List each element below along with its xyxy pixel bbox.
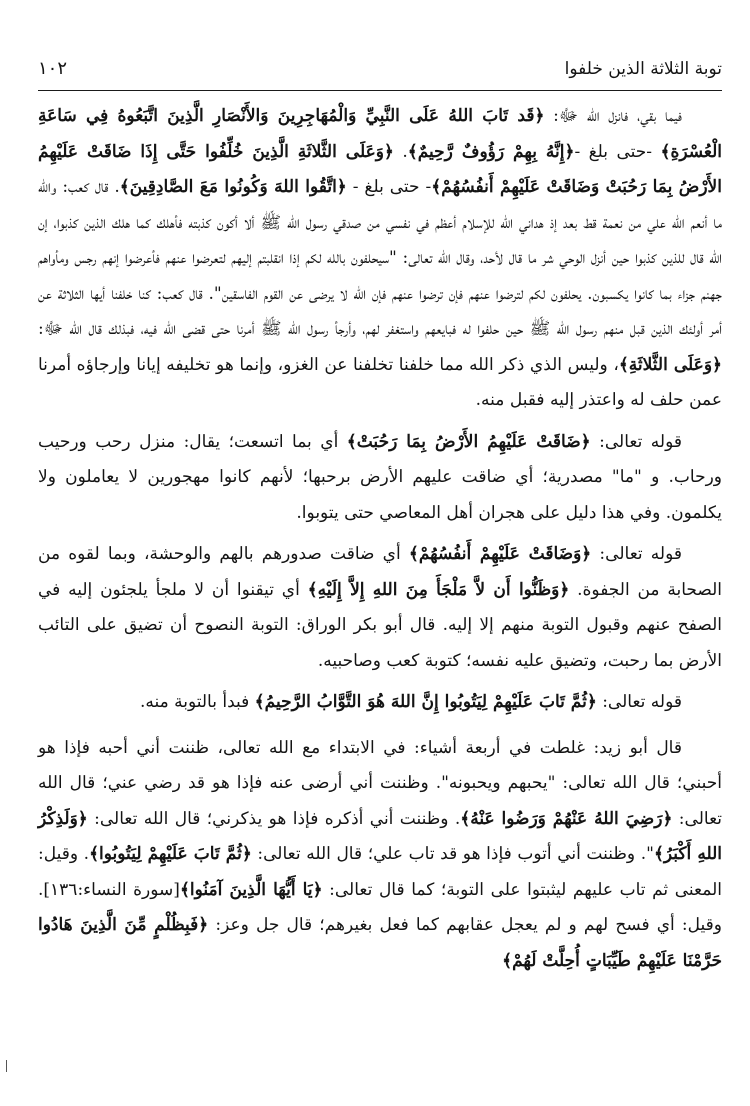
quran-quote: ﴿يَا أَيُّهَا الَّذِينَ آمَنُوا﴾	[179, 879, 323, 900]
quran-quote: ﴿ثُمَّ تَابَ عَلَيْهِمْ لِيَتُوبُوا﴾	[89, 844, 252, 864]
text-segment: أي ضاقت صدورهم بالهم والوحشة، وبما لقوه من الصحابة من الجفوة.	[38, 544, 722, 600]
quran-quote: ﴿فَبِظُلْمٍ مِّنَ الَّذِينَ هَادُوا حَرَّمْنَا عَلَيْهِمْ طَيِّبَاتٍ أُحِلَّتْ لَهُمْ﴾	[38, 915, 722, 971]
paragraph-2	[38, 425, 722, 532]
text-segment: .	[393, 141, 408, 162]
paragraph-1	[38, 99, 722, 419]
text-segment: أي بما اتسعت؛ يقال: منزل رحب ورحيب ورحاب. و "ما" مصدرية؛ أي ضاقت عليهم الأرض برحبها؛ لأنهم كانوا مهجورين لا يعاملون ولا يكلمون. وفي هذا دليل على هجران أهل المعاصي حتى يتوبوا.	[38, 431, 722, 523]
text-segment: أي تيقنوا أن لا ملجأ يلجئون إليه في الصفح عنهم وقبول التوبة منهم إلا إليه. قال أبو بكر الوراق: التوبة النصوح أن تضيق على التائب الأرض بما رحبت، وتضيق عليه نفسه؛ كتوبة كعب وصاحبيه.	[38, 579, 722, 671]
quran-quote: ﴿ثُمَّ تَابَ عَلَيْهِمْ لِيَتُوبُوا إِنَّ اللهَ هُوَ التَّوَّابُ الرَّحِيمُ﴾	[254, 692, 597, 712]
page-header	[38, 56, 722, 91]
text-segment: . قال كعب: والله ما أنعم الله علي من نعمة قط بعد إذ هداني الله للإسلام أعظم في نفسي من صدقي رسول الله ﷺ ألا أكون كذبته فأهلك كما هلك الذين كذبوا، إن الله قال للذين كذبوا حين أنزل الوحي شر ما قال لأحد، وقال الله تعالى: "سيحلفون بالله لكم إذا انقلبتم إليهم لتعرضوا عنهم فأعرضوا إنهم رجس ومأواهم جهنم جزاء بما كانوا يكسبون. يحلفون لكم لترضوا عنهم فإن ترضوا عنهم فإن الله لا يرضى عن القوم الفاسقين". قال كعب: كنا خلفنا أيها الثلاثة عن أمر أولئك الذين قبل منهم رسول الله ﷺ حين حلفوا له فبايعهم واستغفر لهم، وأرجأ رسول الله ﷺ أمرنا حتى قضى الله فيه، فبذلك قال الله ﷻ:	[38, 177, 722, 339]
margin-mark	[6, 1060, 7, 1072]
text-segment: قوله تعالى:	[596, 692, 682, 712]
text-segment: فبدأ بالتوبة منه.	[139, 692, 255, 712]
text-segment: قوله تعالى:	[590, 431, 682, 452]
text-segment: قوله تعالى:	[591, 544, 683, 564]
text-segment: -حتى بلغ -	[574, 141, 661, 162]
paragraph-4	[38, 685, 722, 721]
quran-quote: ﴿رَضِيَ اللهُ عَنْهُمْ وَرَضُوا عَنْهُ﴾	[460, 808, 673, 829]
quran-quote: ﴿اتَّقُوا اللهَ وَكُونُوا مَعَ الصَّادِقِينَ﴾	[119, 177, 347, 197]
body-text	[38, 99, 722, 979]
quran-quote: ﴿إِنَّهُ بِهِمْ رَؤُوفٌ رَّحِيمٌ﴾	[407, 141, 575, 162]
paragraph-5	[38, 731, 722, 980]
text-segment: - حتى بلغ -	[346, 177, 432, 197]
quran-quote: ﴿وَلَذِكْرُ اللهِ أَكْبَرُ﴾	[38, 808, 722, 864]
text-segment: ، وليس الذي ذكر الله مما خلفنا تخلفنا عن الغزو، وإنما هو تخليفه إيانا وإرجاؤه أمرنا عمن حلف له واعتذر إليه فقبل منه.	[38, 354, 722, 410]
running-title: توبة الثلاثة الذين خلفوا	[557, 56, 722, 82]
quran-quote: ﴿وَعَلَى الثَّلاثَةِ الَّذِينَ خُلِّفُوا حَتَّى إِذَا ضَاقَتْ عَلَيْهِمُ الأَرْضُ بِمَا رَحُبَتْ وَضَاقَتْ عَلَيْهِمْ أَنفُسُهُمْ﴾	[38, 141, 722, 197]
page	[38, 56, 722, 985]
text-segment: . وظننت أني أذكره فإذا هو يذكرني؛ قال الله تعالى:	[87, 808, 461, 829]
quran-quote: ﴿وَعَلَى الثَّلاثَةِ﴾	[618, 354, 722, 375]
text-segment: ". وظننت أني أتوب فإذا هو قد تاب علي؛ قال الله تعالى:	[251, 844, 654, 864]
quran-quote: ﴿وَظَنُّوا أَن لاَّ مَلْجَأَ مِنَ اللهِ إِلاَّ إِلَيْهِ﴾	[307, 579, 570, 600]
text-segment: [سورة النساء:١٣٦]. وقيل: أي فسح لهم و لم يعجل عقابهم كما فعل بغيرهم؛ قال جل وعز:	[38, 879, 722, 935]
page-number: ١٠٢	[38, 56, 75, 82]
quran-quote: ﴿وَضَاقَتْ عَلَيْهِمْ أَنفُسُهُمْ﴾	[408, 544, 592, 564]
paragraph-3	[38, 537, 722, 679]
text-segment: قال أبو زيد: غلطت في أربعة أشياء: في الابتداء مع الله تعالى، ظننت أني أحبه فإذا هو أحبني؛ قال الله تعالى: "يحبهم ويحبونه". وظننت أني أرضى عنه فإذا هو قد رضي عني؛ قال الله تعالى:	[38, 737, 722, 829]
text-segment: فيما بقي، فانزل الله ﷻ:	[544, 106, 682, 126]
quran-quote: ﴿ضَاقَتْ عَلَيْهِمُ الأَرْضُ بِمَا رَحُبَتْ﴾	[346, 431, 591, 452]
quran-quote: ﴿قَد تَابَ اللهُ عَلَى النَّبِيِّ وَالْمُهَاجِرِينَ وَالأَنْصَارِ الَّذِينَ اتَّبَعُوهُ فِي سَاعَةِ الْعُسْرَةِ﴾	[38, 106, 723, 162]
text-segment: . وقيل: المعنى ثم تاب عليهم ليثبتوا على التوبة؛ كما قال تعالى:	[38, 844, 722, 900]
